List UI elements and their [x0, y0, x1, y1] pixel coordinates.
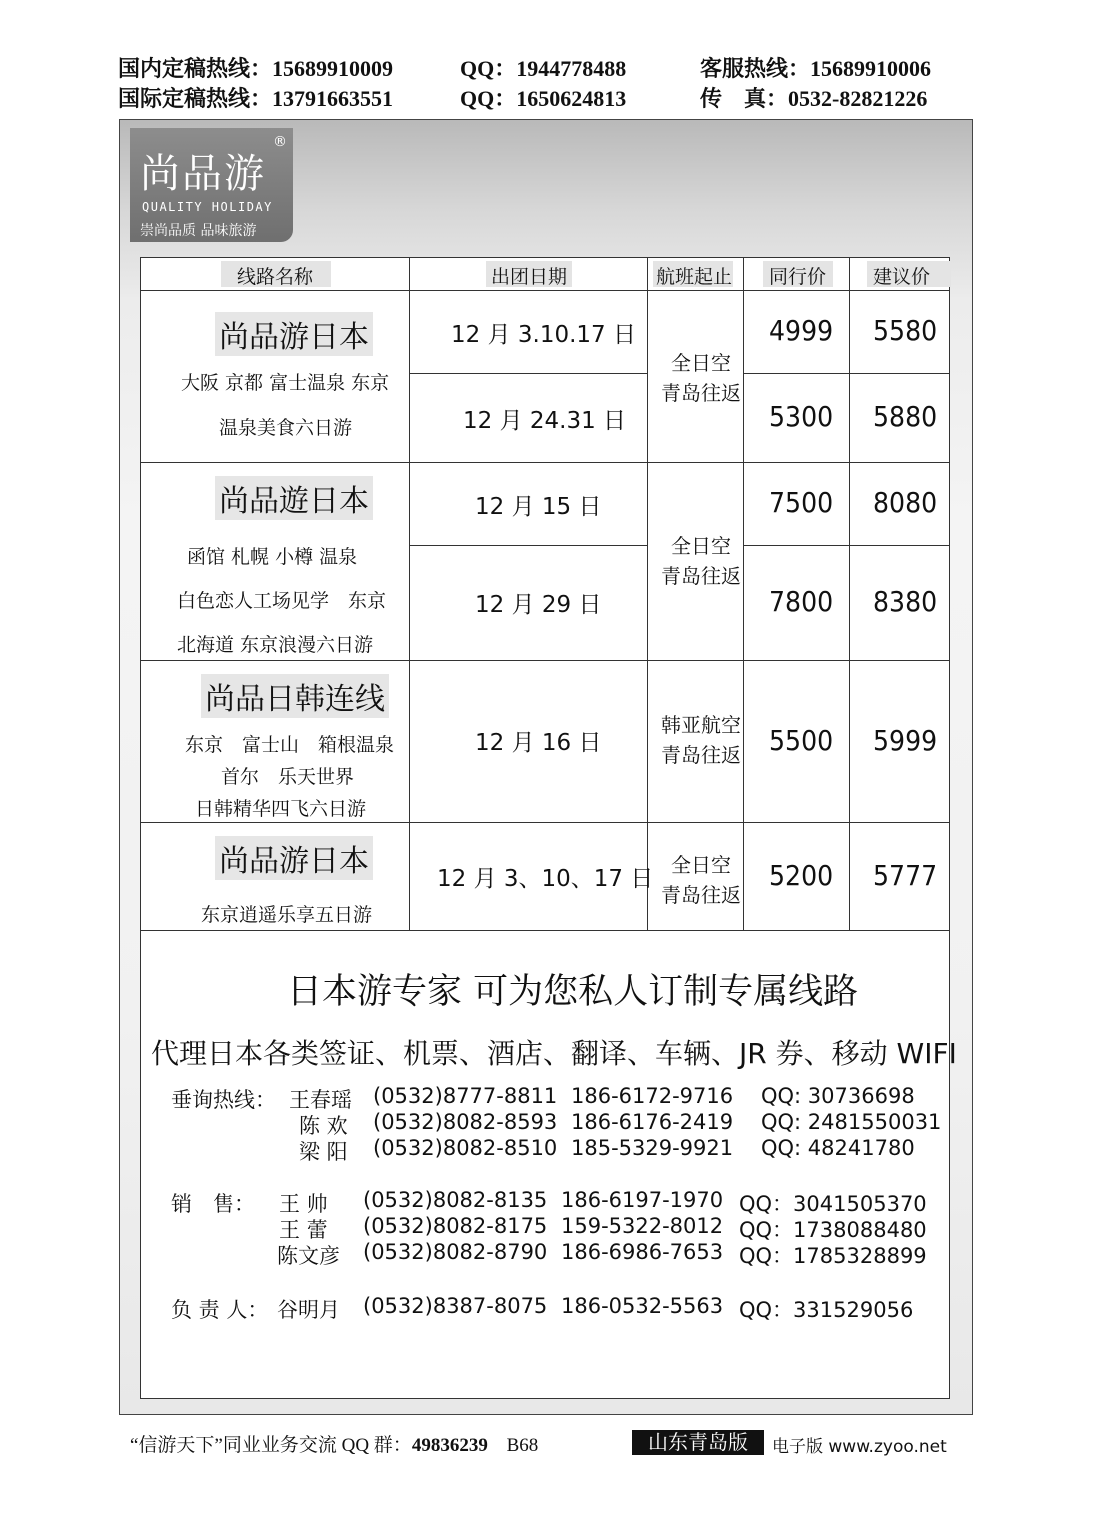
col-divider — [647, 258, 648, 930]
departure-date: 12 月 3、10、17 日 — [437, 866, 654, 892]
row-divider — [141, 930, 950, 931]
peer-price: 4999 — [769, 314, 834, 347]
row-divider — [409, 373, 647, 374]
route-desc: 东京逍遥乐享五日游 — [201, 904, 373, 926]
route-name: 尚品游日本 — [215, 836, 373, 880]
footer-group-number: 49836239 — [411, 1435, 488, 1456]
manager-label: 负 责 人： — [171, 1298, 269, 1322]
airline: 全日空 — [671, 853, 731, 877]
header-peer-price: 同行价 — [769, 266, 827, 288]
peer-price: 7500 — [769, 486, 834, 519]
contact-name: 谷明月 — [277, 1298, 340, 1322]
contact-mobile: 186-6197-1970 — [561, 1188, 724, 1212]
contact-name: 王 蕾 — [279, 1218, 328, 1242]
route-desc: 日韩精华四飞六日游 — [195, 798, 367, 820]
row-divider — [743, 373, 950, 374]
logo-name: 尚品游 — [140, 151, 266, 197]
header-route-name: 线路名称 — [237, 266, 314, 288]
col-divider — [849, 258, 850, 930]
contact-mobile: 186-6172-9716 — [571, 1084, 734, 1108]
airline: 韩亚航空 — [661, 713, 741, 737]
suggested-price: 8080 — [873, 486, 938, 519]
contact-mobile: 186-0532-5563 — [561, 1294, 724, 1318]
contact-qq: QQ: 30736698 — [761, 1084, 915, 1108]
peer-price: 7800 — [769, 585, 834, 618]
logo-english: QUALITY HOLIDAY — [142, 200, 273, 214]
peer-price: 5200 — [769, 859, 834, 892]
row-divider — [141, 290, 950, 291]
edition-badge: 山东青岛版 — [632, 1430, 764, 1455]
suggested-price: 5999 — [873, 724, 938, 757]
promo-headline: 日本游专家 可为您私人订制专属线路 — [287, 972, 859, 1012]
suggested-price: 8380 — [873, 585, 938, 618]
contact-mobile: 159-5322-8012 — [561, 1214, 724, 1238]
flight-info — [661, 348, 741, 408]
route-desc: 函馆 札幌 小樽 温泉 — [187, 546, 358, 568]
contact-name: 陈文彦 — [277, 1244, 340, 1268]
flight-route: 青岛往返 — [661, 564, 741, 588]
contact-tel: (0532)8082-8593 — [373, 1110, 558, 1134]
brand-logo — [130, 128, 293, 242]
row-divider — [743, 545, 950, 546]
peer-price: 5300 — [769, 400, 834, 433]
contact-name: 王春瑶 — [289, 1088, 352, 1112]
sales-label: 销 售： — [171, 1192, 255, 1216]
contact-mobile: 186-6986-7653 — [561, 1240, 724, 1264]
footer-website: 电子版 www.zyoo.net — [772, 1437, 947, 1457]
flight-info — [661, 850, 741, 910]
route-name: 尚品日韩连线 — [201, 674, 389, 718]
service-hotline: 客服热线：15689910006 — [700, 56, 932, 81]
route-desc: 首尔 乐天世界 — [221, 766, 355, 788]
route-name: 尚品遊日本 — [215, 476, 373, 520]
airline: 全日空 — [671, 534, 731, 558]
contact-mobile: 185-5329-9921 — [571, 1136, 734, 1160]
contact-name: 陈 欢 — [299, 1114, 348, 1138]
peer-price: 5500 — [769, 724, 834, 757]
route-desc: 白色恋人工场见学 东京 — [177, 590, 387, 612]
flight-info — [661, 710, 741, 770]
route-price-table — [140, 257, 957, 1399]
contact-tel: (0532)8082-8175 — [363, 1214, 548, 1238]
row-divider — [141, 660, 950, 661]
route-desc: 温泉美食六日游 — [219, 417, 353, 439]
contact-tel: (0532)8082-8790 — [363, 1240, 548, 1264]
route-name: 尚品游日本 — [215, 312, 373, 356]
footer-page-number: B68 — [506, 1435, 539, 1456]
departure-date: 12 月 29 日 — [475, 592, 602, 618]
row-divider — [409, 545, 647, 546]
contact-qq: QQ：1738088480 — [739, 1218, 927, 1242]
contact-qq: QQ：1785328899 — [739, 1244, 927, 1268]
suggested-price: 5580 — [873, 314, 938, 347]
contact-tel: (0532)8387-8075 — [363, 1294, 548, 1318]
contact-name: 王 帅 — [279, 1192, 328, 1216]
contact-name: 梁 阳 — [299, 1140, 348, 1164]
contact-tel: (0532)8777-8811 — [373, 1084, 558, 1108]
fax-number: 传 真：0532-82821226 — [700, 86, 928, 111]
header-flight: 航班起止 — [656, 266, 733, 288]
row-divider — [141, 462, 950, 463]
contact-qq: QQ：331529056 — [739, 1298, 914, 1322]
contact-qq: QQ: 2481550031 — [761, 1110, 942, 1134]
route-desc: 大阪 京都 富士温泉 东京 — [181, 372, 390, 394]
departure-date: 12 月 15 日 — [475, 494, 602, 520]
domestic-hotline: 国内定稿热线：15689910009 — [118, 56, 394, 81]
contact-tel: (0532)8082-8510 — [373, 1136, 558, 1160]
departure-date: 12 月 24.31 日 — [463, 408, 627, 434]
flight-info — [661, 531, 741, 591]
flight-route: 青岛往返 — [661, 743, 741, 767]
promo-services: 代理日本各类签证、机票、酒店、翻译、车辆、JR 券、移动 WIFI — [151, 1037, 957, 1070]
col-divider — [743, 258, 744, 930]
contact-mobile: 186-6176-2419 — [571, 1110, 734, 1134]
contact-qq: QQ：3041505370 — [739, 1192, 927, 1216]
inquiry-label: 垂询热线： — [171, 1088, 276, 1112]
suggested-price: 5777 — [873, 859, 938, 892]
registered-mark: ® — [273, 134, 287, 150]
intl-hotline: 国际定稿热线：13791663551 — [118, 86, 394, 111]
route-desc: 东京 富士山 箱根温泉 — [185, 734, 395, 756]
col-divider — [409, 258, 410, 930]
departure-date: 12 月 16 日 — [475, 730, 602, 756]
departure-date: 12 月 3.10.17 日 — [451, 322, 636, 348]
airline: 全日空 — [671, 351, 731, 375]
contact-qq: QQ: 48241780 — [761, 1136, 915, 1160]
header-departure-date: 出团日期 — [491, 266, 568, 288]
header-suggested-price: 建议价 — [873, 266, 931, 288]
route-desc: 北海道 东京浪漫六日游 — [177, 634, 374, 656]
suggested-price: 5880 — [873, 400, 938, 433]
row-divider — [141, 822, 950, 823]
intl-qq: QQ：1650624813 — [460, 86, 627, 111]
logo-slogan: 崇尚品质 品味旅游 — [140, 223, 257, 239]
footer-group-label: “信游天下”同业业务交流 QQ 群： — [130, 1435, 412, 1456]
domestic-qq: QQ：1944778488 — [460, 56, 627, 81]
contact-tel: (0532)8082-8135 — [363, 1188, 548, 1212]
footer-line — [130, 1430, 538, 1457]
flight-route: 青岛往返 — [661, 381, 741, 405]
flight-route: 青岛往返 — [661, 883, 741, 907]
